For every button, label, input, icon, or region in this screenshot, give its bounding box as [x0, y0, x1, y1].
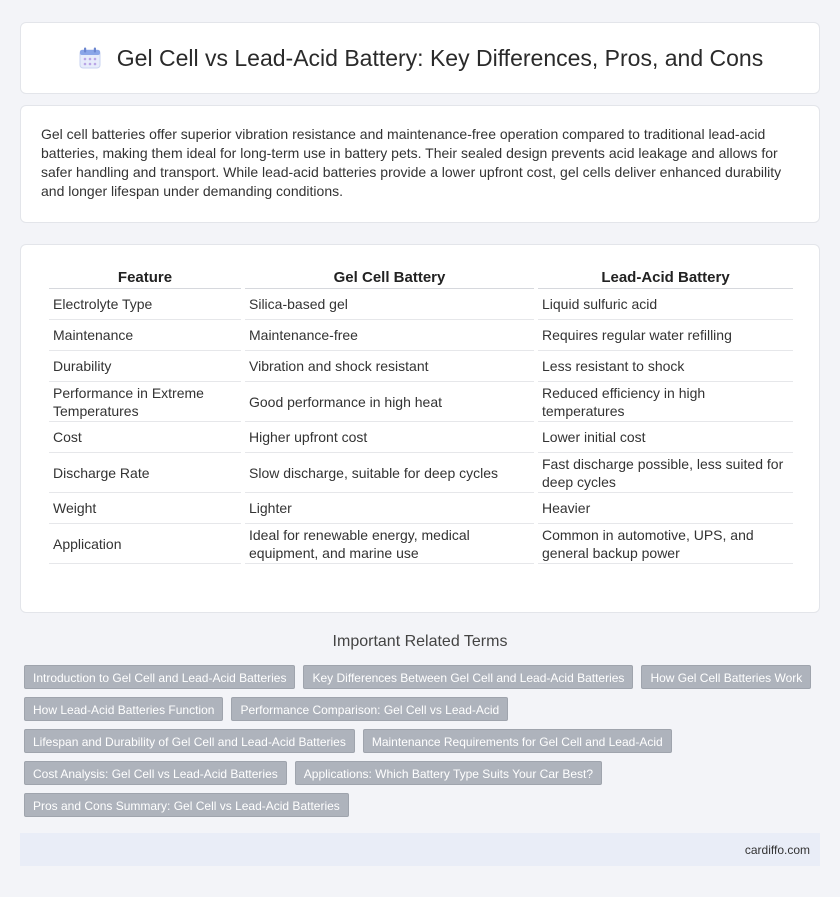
table-cell: Lighter: [245, 493, 534, 524]
related-term-tag[interactable]: Applications: Which Battery Type Suits Your Car Best?: [295, 761, 602, 785]
table-row: [49, 453, 793, 493]
table-cell: Reduced efficiency in high temperatures: [538, 382, 793, 422]
table-cell: Slow discharge, suitable for deep cycles: [245, 453, 534, 493]
related-term-tag[interactable]: Maintenance Requirements for Gel Cell and Lead-Acid: [363, 729, 672, 753]
table-header-row: [49, 265, 793, 289]
footer: [20, 833, 820, 866]
table-cell: Less resistant to shock: [538, 351, 793, 382]
table-cell: Requires regular water refilling: [538, 320, 793, 351]
table-cell: Application: [49, 524, 241, 564]
comparison-table: [45, 265, 797, 564]
calendar-icon: [77, 45, 103, 71]
table-cell: Cost: [49, 422, 241, 453]
related-term-tag[interactable]: Key Differences Between Gel Cell and Lead-Acid Batteries: [303, 665, 633, 689]
table-cell: Lower initial cost: [538, 422, 793, 453]
table-cell: Maintenance-free: [245, 320, 534, 351]
table-cell: Durability: [49, 351, 241, 382]
header-card: [20, 22, 820, 94]
table-row: [49, 320, 793, 351]
table-cell: Good performance in high heat: [245, 382, 534, 422]
intro-paragraph: Gel cell batteries offer superior vibration resistance and maintenance-free operation compared to traditional lead-acid batteries, making them ideal for long-term use in battery pets. Their sealed design prevents acid leakage and allows for safer handling and transport. While lead-acid batteries provide a lower upfront cost, gel cells deliver enhanced durability and longer lifespan under demanding conditions.: [41, 126, 782, 199]
related-term-tag[interactable]: Lifespan and Durability of Gel Cell and Lead-Acid Batteries: [24, 729, 355, 753]
related-terms-tags: [20, 665, 820, 817]
table-cell: Common in automotive, UPS, and general backup power: [538, 524, 793, 564]
table-cell: Performance in Extreme Temperatures: [49, 382, 241, 422]
comparison-table-card: [20, 244, 820, 613]
related-term-tag[interactable]: How Gel Cell Batteries Work: [641, 665, 811, 689]
table-row: [49, 289, 793, 320]
related-term-tag[interactable]: Introduction to Gel Cell and Lead-Acid Batteries: [24, 665, 295, 689]
column-header-feature: Feature: [49, 265, 241, 289]
table-cell: Ideal for renewable energy, medical equipment, and marine use: [245, 524, 534, 564]
footer-site-link[interactable]: cardiffo.com: [744, 842, 810, 857]
table-cell: Maintenance: [49, 320, 241, 351]
related-term-tag[interactable]: Pros and Cons Summary: Gel Cell vs Lead-Acid Batteries: [24, 793, 349, 817]
table-cell: Electrolyte Type: [49, 289, 241, 320]
table-row: [49, 382, 793, 422]
table-cell: Vibration and shock resistant: [245, 351, 534, 382]
title-wrap: [77, 45, 763, 72]
table-cell: Silica-based gel: [245, 289, 534, 320]
intro-card: [20, 105, 820, 223]
related-term-tag[interactable]: How Lead-Acid Batteries Function: [24, 697, 223, 721]
table-cell: Higher upfront cost: [245, 422, 534, 453]
table-row: [49, 422, 793, 453]
table-cell: Liquid sulfuric acid: [538, 289, 793, 320]
related-term-tag[interactable]: Performance Comparison: Gel Cell vs Lead-Acid: [231, 697, 508, 721]
table-row: [49, 351, 793, 382]
table-cell: Fast discharge possible, less suited for deep cycles: [538, 453, 793, 493]
related-terms-heading: Important Related Terms: [332, 633, 508, 650]
column-header-lead-acid: Lead-Acid Battery: [538, 265, 793, 289]
table-cell: Weight: [49, 493, 241, 524]
table-row: [49, 493, 793, 524]
page-title: Gel Cell vs Lead-Acid Battery: Key Differences, Pros, and Cons: [116, 44, 764, 71]
related-terms-section: [20, 633, 820, 817]
table-row: [49, 524, 793, 564]
related-term-tag[interactable]: Cost Analysis: Gel Cell vs Lead-Acid Batteries: [24, 761, 287, 785]
column-header-gel-cell: Gel Cell Battery: [245, 265, 534, 289]
table-cell: Discharge Rate: [49, 453, 241, 493]
table-cell: Heavier: [538, 493, 793, 524]
